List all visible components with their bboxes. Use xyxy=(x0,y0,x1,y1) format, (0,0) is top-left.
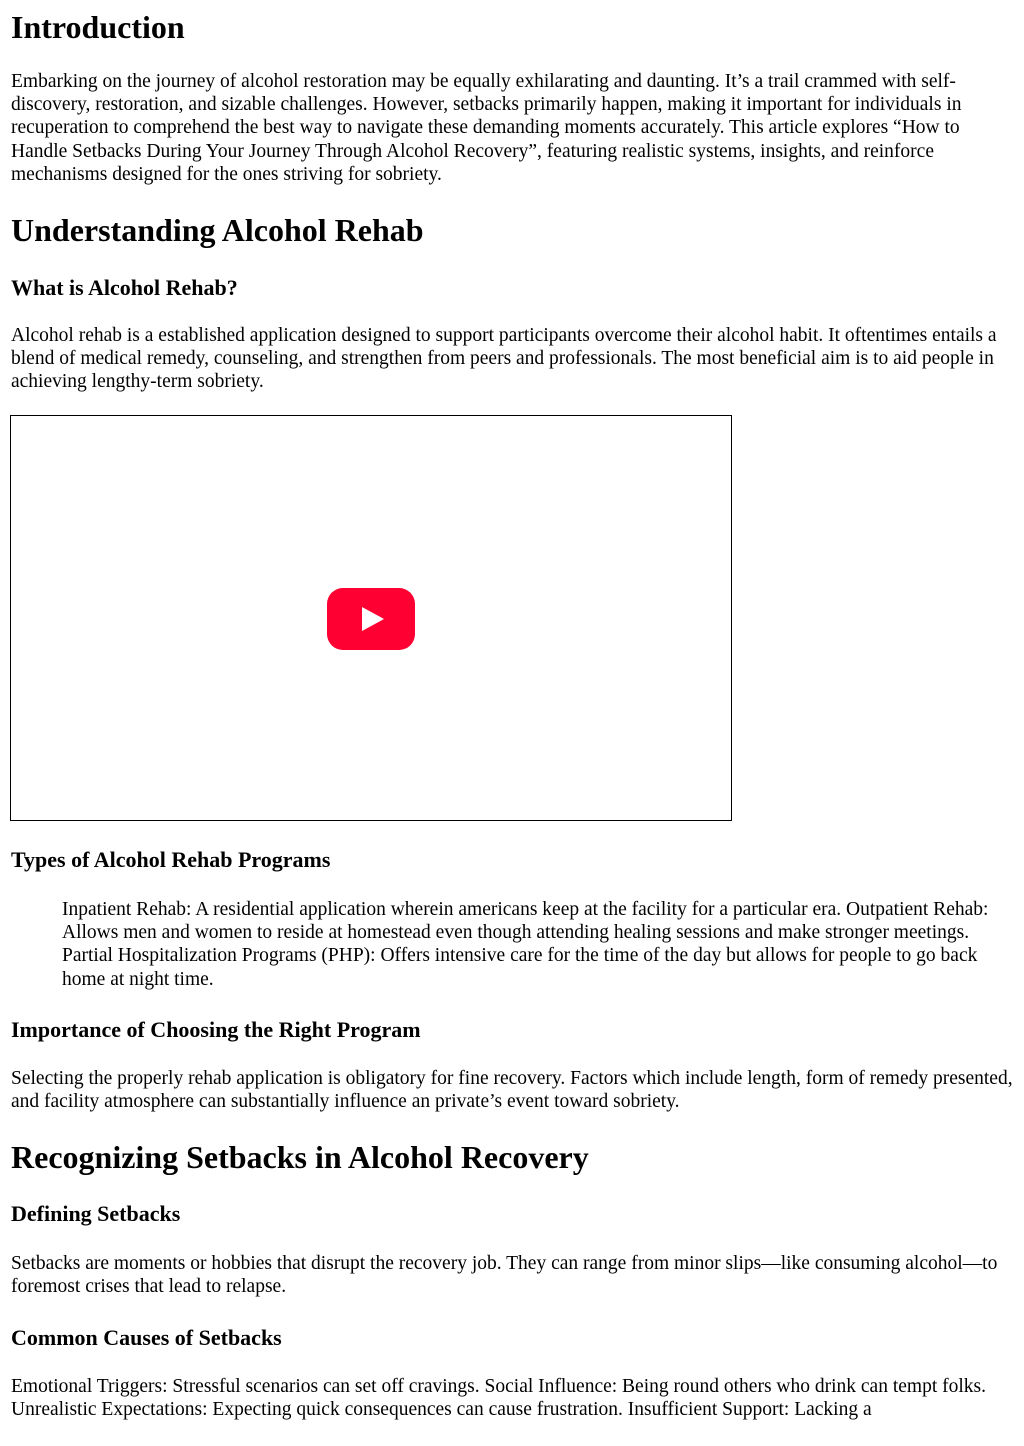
paragraph-types-of-programs: Inpatient Rehab: A residential application wherein americans keep at the facility for a particular era. Outpatient Rehab: Allows men and women to reside at homestead even though attending healing sessions and make stronger meetings. Partial Hospitalization Programs (PHP): Offers intensive care for the time of the day but allows for people to go back home at night time. xyxy=(62,899,989,990)
heading-importance-of-choosing: Importance of Choosing the Right Program xyxy=(11,1017,421,1042)
paragraph-defining-setbacks: Setbacks are moments or hobbies that disrupt the recovery job. They can range from minor slips—like consuming alcohol—to foremost crises that lead to relapse. xyxy=(11,1253,998,1298)
heading-common-causes: Common Causes of Setbacks xyxy=(11,1325,282,1350)
heading-what-is-alcohol-rehab: What is Alcohol Rehab? xyxy=(11,275,238,300)
play-icon[interactable] xyxy=(327,588,415,650)
heading-recognizing-setbacks: Recognizing Setbacks in Alcohol Recovery xyxy=(11,1139,589,1175)
paragraph-introduction: Embarking on the journey of alcohol restoration may be equally exhilarating and daunting. It’s a trail crammed with self-discovery, restoration, and sizable challenges. However, setbacks primarily happen, making it important for individuals in recuperation to comprehend the best way to navigate these demanding moments accurately. This article explores “How to Handle Setbacks During Your Journey Through Alcohol Recovery”, featuring realistic systems, insights, and reinforce mechanisms designed for the ones striving for sobriety. xyxy=(11,71,962,185)
paragraph-importance-of-choosing: Selecting the properly rehab application is obligatory for fine recovery. Factors which include length, form of remedy presented, and facility atmosphere can substantially influence an private’s event toward sobriety. xyxy=(11,1068,1013,1113)
heading-understanding-alcohol-rehab: Understanding Alcohol Rehab xyxy=(11,212,424,248)
paragraph-what-is-alcohol-rehab: Alcohol rehab is a established application designed to support participants overcome their alcohol habit. It oftentimes entails a blend of medical remedy, counseling, and strengthen from peers and professionals. The most beneficial aim is to aid people in achieving lengthy-term sobriety. xyxy=(11,325,997,393)
heading-introduction: Introduction xyxy=(11,9,185,45)
heading-types-of-programs: Types of Alcohol Rehab Programs xyxy=(11,847,331,872)
paragraph-common-causes: Emotional Triggers: Stressful scenarios can set off cravings. Social Influence: Being round others who drink can tempt folks. Unrealistic Expectations: Expecting quick consequences can cause frustration. Insufficient Support: Lacking a xyxy=(11,1376,986,1421)
video-embed[interactable] xyxy=(10,415,732,821)
heading-defining-setbacks: Defining Setbacks xyxy=(11,1201,181,1226)
